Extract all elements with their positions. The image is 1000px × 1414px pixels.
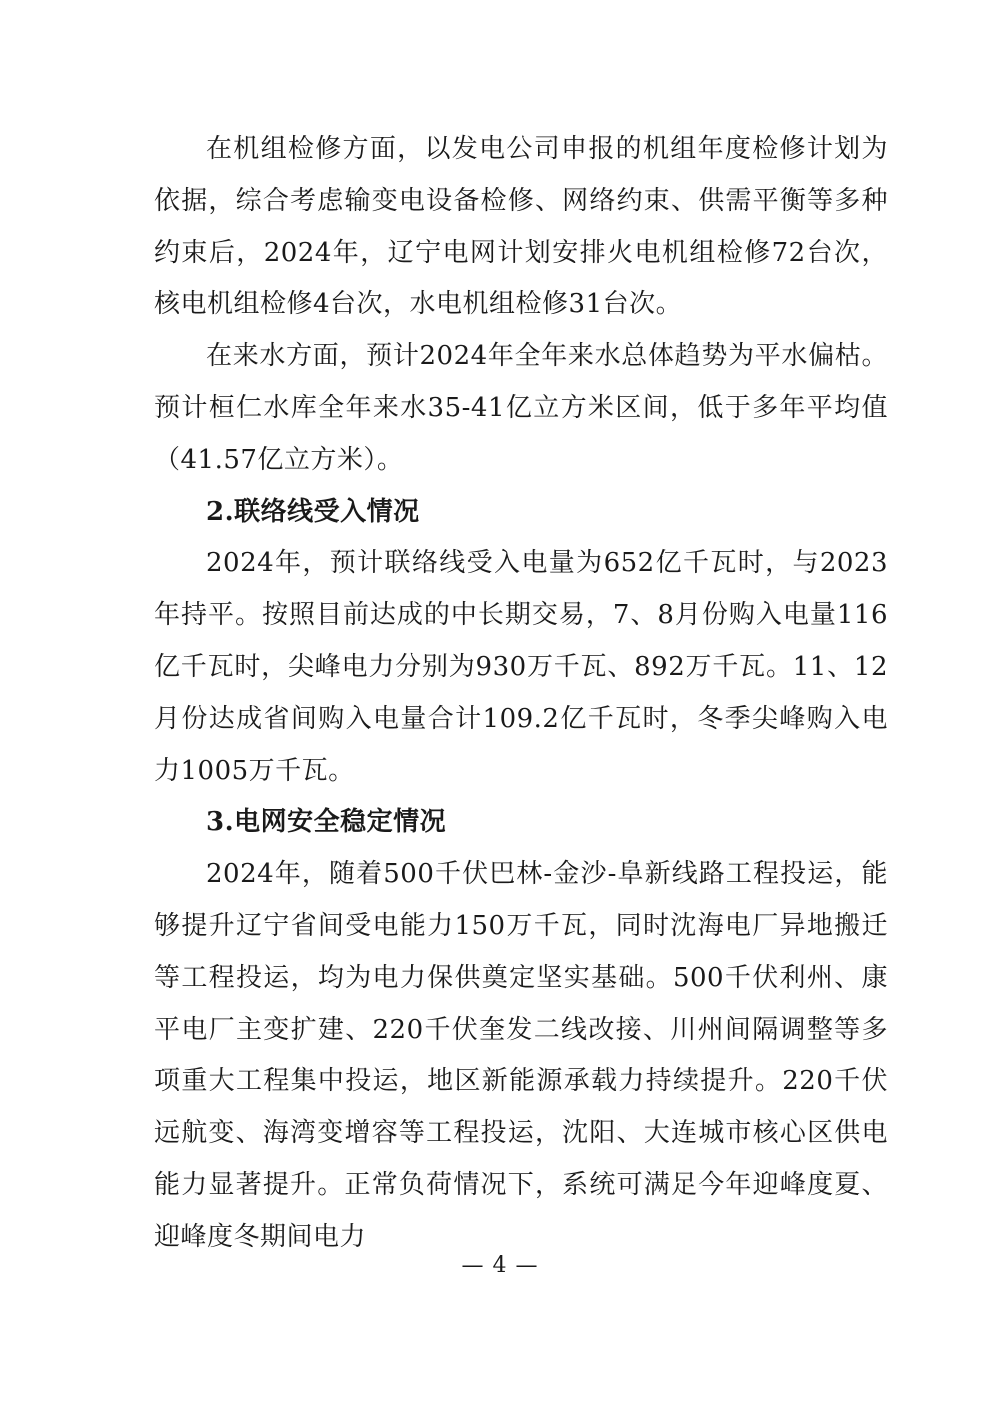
document-body [154,124,888,1264]
page-number: — 4 — [461,1253,539,1278]
paragraph-water-inflow: 在来水方面，预计2024年全年来水总体趋势为平水偏枯。预计桓仁水库全年来水35-41亿立方米区间，低于多年平均值（41.57亿立方米）。 [154,341,888,475]
paragraph-tie-line-intake: 2024年，预计联络线受入电量为652亿千瓦时，与2023年持平。按照目前达成的中长期交易，7、8月份购入电量116亿千瓦时，尖峰电力分别为930万千瓦、892万千瓦。11、12月份达成省间购入电量合计109.2亿千瓦时，冬季尖峰购入电力1005万千瓦。 [154,548,888,786]
paragraph-grid-stability: 2024年，随着500千伏巴林-金沙-阜新线路工程投运，能够提升辽宁省间受电能力150万千瓦，同时沈海电厂异地搬迁等工程投运，均为电力保供奠定坚实基础。500千伏利州、康平电厂主变扩建、220千伏奎发二线改接、川州间隔调整等多项重大工程集中投运，地区新能源承载力持续提升。220千伏远航变、海湾变增容等工程投运，沈阳、大连城市核心区供电能力显著提升。正常负荷情况下，系统可满足今年迎峰度夏、迎峰度冬期间电力 [154,859,888,1252]
section-heading-tie-line: 2.联络线受入情况 [206,496,420,527]
paragraph-unit-maintenance: 在机组检修方面，以发电公司申报的机组年度检修计划为依据，综合考虑输变电设备检修、网络约束、供需平衡等多种约束后，2024年，辽宁电网计划安排火电机组检修72台次，核电机组检修4台次，水电机组检修31台次。 [154,134,888,320]
section-heading-grid-stability: 3.电网安全稳定情况 [206,807,447,838]
